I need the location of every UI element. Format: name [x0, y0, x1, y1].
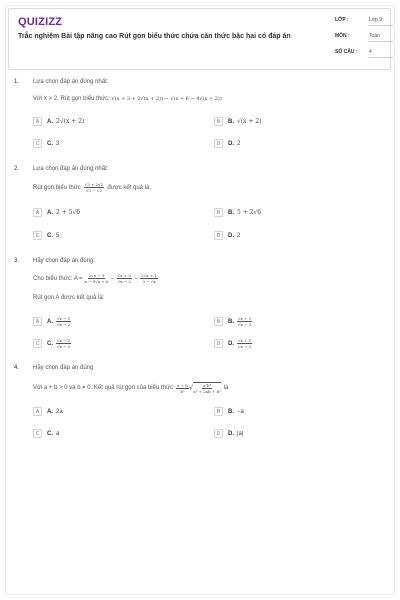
meta-value-class: Lớp 9 — [369, 17, 393, 26]
sqrt-icon: √ — [188, 384, 194, 392]
fraction — [176, 383, 189, 394]
fraction-denominator: √3 − √2 — [85, 188, 103, 193]
option-fraction — [237, 338, 252, 349]
quizizz-logo: QUIZIZZ — [18, 16, 63, 28]
option-value: 2 — [237, 232, 241, 239]
option-a[interactable] — [33, 117, 84, 126]
question-statement-end: là — [223, 385, 229, 391]
option-label: D. — [228, 232, 234, 239]
option-value: 2√(x + 2) — [56, 118, 85, 125]
question-number: 3. — [14, 258, 20, 264]
question-number: 4. — [14, 365, 20, 371]
fraction — [140, 273, 158, 284]
option-key: C — [33, 339, 42, 348]
option-c[interactable] — [33, 338, 71, 349]
option-key: C — [33, 231, 42, 240]
option-label: D. — [228, 340, 234, 347]
option-key: C — [33, 429, 42, 438]
option-key: C — [33, 139, 42, 148]
fraction-denominator: 3 − √x — [142, 279, 156, 284]
math-expression: √(x + 3 + 2√(x + 2)) − √(x + 6 − 4√(x + 2)) — [111, 96, 222, 102]
fraction-numerator: √x − 1 — [57, 316, 71, 321]
fraction-denominator: √x − 2 — [238, 344, 252, 349]
fraction-denominator: √x − 2 — [117, 279, 131, 284]
option-key: D — [214, 429, 223, 438]
question-prompt: Lựa chọn đáp án đúng nhất: — [33, 79, 109, 85]
option-d[interactable] — [214, 429, 243, 438]
option-value: 2 — [237, 140, 241, 147]
option-c[interactable] — [33, 139, 59, 148]
option-key: B — [214, 117, 223, 126]
fraction-numerator: a + b — [177, 382, 188, 388]
question-text — [33, 382, 228, 394]
option-value: 5 + 2√6 — [237, 209, 262, 216]
question-statement: Với a + b > 0 và b ≠ 0. Kết quả rút gọn của biểu thức — [33, 385, 173, 391]
option-label: B. — [228, 209, 234, 216]
option-d[interactable] — [214, 231, 240, 240]
question-statement-end: được kết quả là: — [107, 184, 151, 191]
option-key: A — [33, 117, 42, 126]
option-fraction — [237, 316, 252, 327]
option-label: A. — [47, 318, 53, 325]
question-statement: Với x > 2. Rút gọn biểu thức: — [33, 96, 110, 102]
fraction-denominator: x − 5√x + 6 — [84, 279, 109, 284]
question-prompt: Lựa chọn đáp án đúng nhất: — [33, 166, 109, 172]
option-b[interactable] — [214, 117, 262, 126]
option-label: C. — [47, 340, 53, 347]
meta-value-count: 4 — [369, 49, 393, 58]
fraction — [84, 182, 105, 193]
question-text — [33, 182, 151, 193]
meta-value-subject: Toán — [369, 33, 393, 42]
option-d[interactable] — [214, 338, 252, 349]
option-value: 2a — [56, 408, 63, 415]
question-statement: Cho biểu thức: A = — [33, 275, 83, 282]
worksheet-header — [8, 8, 391, 70]
option-label: D. — [228, 140, 234, 147]
fraction-numerator: 2√x − 9 — [88, 273, 105, 278]
option-a[interactable] — [33, 407, 63, 416]
option-value: 5 — [56, 232, 60, 239]
option-a[interactable] — [33, 316, 71, 327]
fraction-numerator: √x − 1 — [57, 338, 71, 343]
fraction-numerator: a²b⁴ — [202, 383, 212, 388]
fraction-denominator: √x − 2 — [57, 322, 71, 327]
option-fraction — [56, 316, 71, 327]
fraction — [193, 382, 220, 394]
option-key: B — [214, 208, 223, 217]
question-text: Cho biểu thức: A = $\frac{2√x - 9}{x - 5√x + 6}$ − $\frac{√x + 3}{√x - 2}$ − $\frac{2√x + 1}{3 - √x}$ — [33, 273, 157, 284]
option-a[interactable] — [33, 208, 80, 217]
option-label: C. — [47, 232, 53, 239]
question-prompt: Hãy chọn đáp án đúng — [33, 365, 94, 371]
option-key: A — [33, 317, 42, 326]
fraction-denominator: b² — [180, 388, 185, 394]
option-label: D. — [228, 430, 234, 437]
page-title: Trắc nghiệm Bài tập nâng cao Rút gọn biểu thức chứa căn thức bậc hai có đáp án — [18, 33, 291, 40]
option-key: B — [214, 317, 223, 326]
option-label: A. — [47, 118, 53, 125]
option-b[interactable] — [214, 208, 261, 217]
option-key: D — [214, 231, 223, 240]
option-key: D — [214, 339, 223, 348]
option-label: A. — [47, 209, 53, 216]
fraction — [85, 273, 109, 284]
option-label: B. — [228, 118, 234, 125]
option-c[interactable] — [33, 429, 59, 438]
option-label: B. — [228, 408, 234, 415]
option-key: A — [33, 407, 42, 416]
option-value: |a| — [237, 430, 244, 437]
fraction-numerator: 2√x + 1 — [141, 273, 157, 278]
question-prompt: Hãy chọn đáp án đúng: — [33, 258, 96, 264]
option-fraction — [56, 338, 71, 349]
fraction — [117, 273, 132, 284]
question-number: 1. — [14, 79, 20, 85]
question-statement: Rút gọn biểu thức — [33, 184, 81, 191]
question-text — [33, 96, 222, 102]
option-b[interactable] — [214, 316, 252, 327]
option-label: A. — [47, 408, 53, 415]
option-value: 2 + 5√6 — [56, 209, 81, 216]
fraction-numerator: √x + 1 — [238, 338, 252, 343]
fraction-numerator: √3 + 2√2 — [84, 182, 104, 187]
question-number: 2. — [14, 166, 20, 172]
option-label: B. — [228, 318, 234, 325]
option-key: A — [33, 208, 42, 217]
option-value: −a — [237, 408, 244, 415]
option-value: a — [56, 430, 60, 437]
option-key: D — [214, 139, 223, 148]
option-key: B — [214, 407, 223, 416]
fraction-numerator: √x + 1 — [238, 316, 252, 321]
option-c[interactable] — [33, 231, 59, 240]
option-label: C. — [47, 140, 53, 147]
fraction-denominator: √x − 3 — [238, 322, 252, 327]
option-value: 3 — [56, 140, 60, 147]
fraction-denominator: √x − 3 — [57, 344, 71, 349]
option-value: √(x + 2) — [237, 118, 262, 125]
meta-label-count: SỐ CÂU : — [335, 49, 358, 55]
meta-label-class: LỚP : — [335, 17, 349, 23]
meta-label-subject: MÔN : — [335, 33, 350, 39]
option-b[interactable] — [214, 407, 244, 416]
fraction-denominator: a² + 2ab + b² — [193, 389, 221, 394]
option-label: C. — [47, 430, 53, 437]
option-d[interactable] — [214, 139, 240, 148]
fraction-numerator: √x + 3 — [117, 273, 131, 278]
question-subtext: Rút gọn A được kết quả là: — [33, 295, 105, 301]
